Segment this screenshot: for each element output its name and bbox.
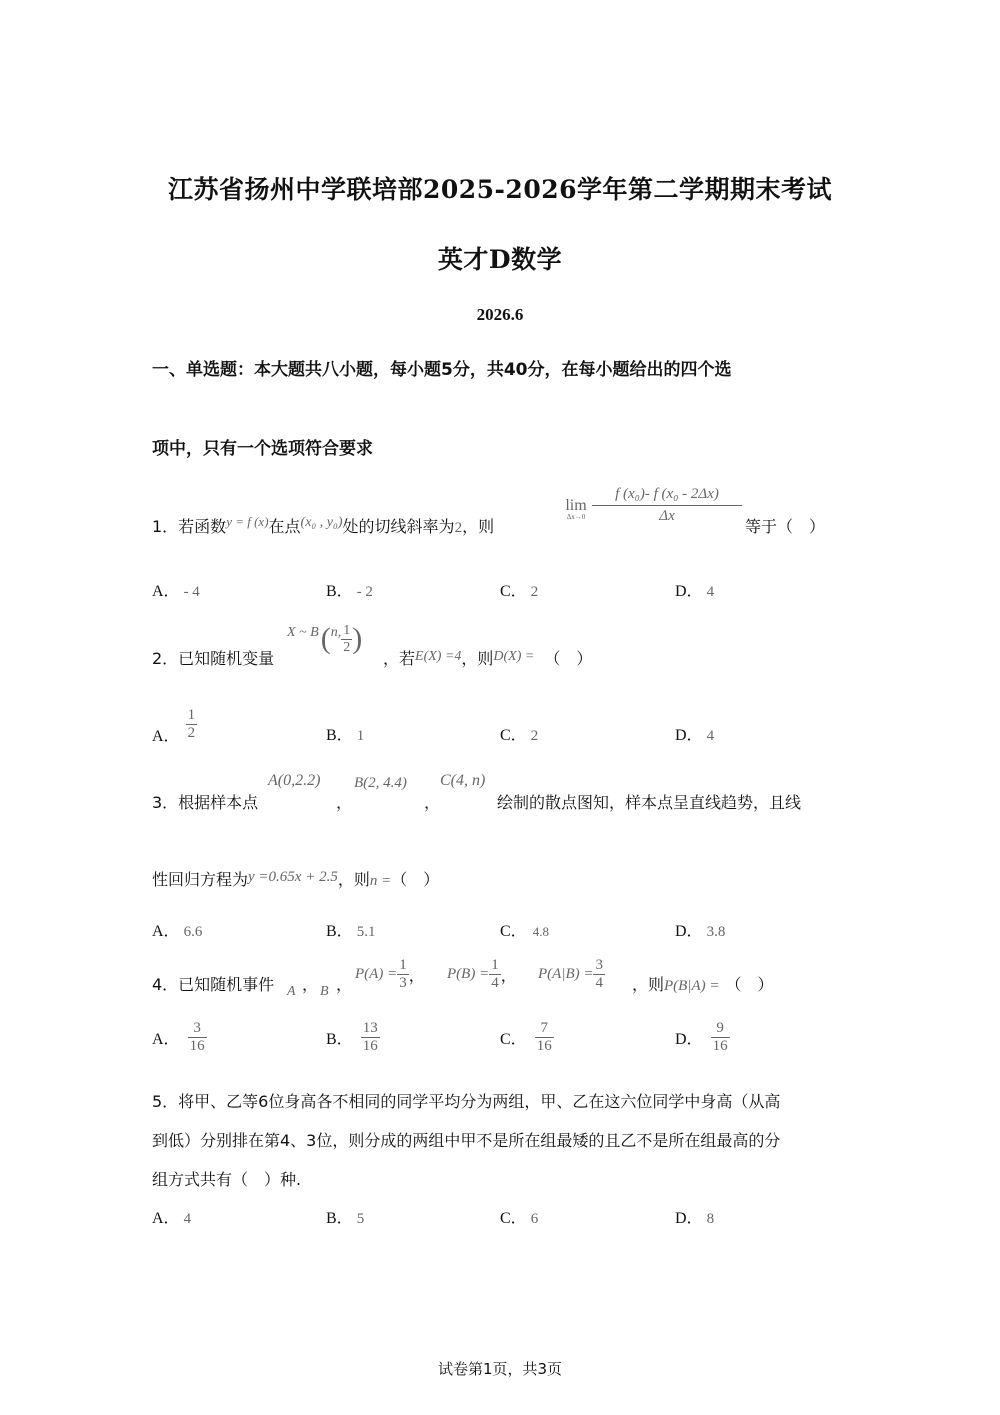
q2-rest [383,646,592,669]
q4-prob-b: P(B) = $\frac{1}{4}$ ， [447,957,517,991]
q2-stem-b: ，若 [383,649,416,668]
q5-line3: 组方式共有（ ）种. [152,1170,302,1189]
q1-limit [563,497,589,521]
page-footer: 试卷第1页，共3页 [437,1360,563,1378]
q2-stem-d: （ ） [544,649,593,668]
q4-event-b: B [320,984,329,999]
q4-sep2: ， [336,975,353,994]
q1-fraction [592,486,742,525]
q3-point-c: C(4, n) [440,772,486,789]
q5-option-c: C． 6 [500,1210,539,1227]
q3-stem-b: 绘制的散点图知，样本点呈直线趋势，且线 [497,793,802,812]
q1-stem-b: 在点 [268,517,301,536]
q1-stem-c: 处的切线斜率为 [342,517,455,536]
q3-n-eq: n = [369,873,392,889]
q3-equation: y =0.65x + 2.5 [248,869,338,885]
q5-option-b: B． 5 [326,1210,365,1227]
q3-stem-e: （ ） [391,870,440,889]
q4-stem-b: ，则 [632,975,665,994]
q4-option-c: C． $\frac{7}{16}$ [500,1020,552,1054]
q4-option-d: D． $\frac{9}{16}$ [675,1020,728,1054]
q3-stem-c: 性回归方程为 [152,870,249,889]
q3-sep2: ， [424,793,441,812]
exam-title: 江苏省扬州中学联培部2025-2026学年第二学期期末考试 [167,175,833,204]
q1-slope: 2 [454,520,463,536]
section-heading-line1: 一、单选题：本大题共八小题，每小题5分，共40分，在每小题给出的四个选 [152,360,732,380]
q1-stem-a: 1．若函数 [152,517,227,536]
q4-option-a: A． $\frac{3}{16}$ [152,1020,205,1054]
q1-option-c: C． 2 [500,583,539,600]
q1-lim-sub: Δx→0 [566,513,586,521]
q1-frac-numerator: f (x₀)- f (x₀ - 2Δx) [615,486,719,502]
q3-stem-d: ，则 [337,870,370,889]
q5-line1: 5．将甲、乙等6位身高各不相同的同学平均分为两组，甲、乙在这六位同学中身高（从高 [152,1092,781,1111]
q2-stem-a: 2．已知随机变量 [152,649,275,668]
q3-stem-a: 3．根据样本点 [152,793,259,812]
exam-subtitle: 英才D数学 [437,245,563,274]
q1-func: y = f (x) [226,514,269,529]
q5-line2: 到低）分别排在第4、3位，则分成的两组中甲不是所在组最矮的且乙不是所在组最高的分 [152,1131,781,1150]
q1-frac-denominator: Δx [659,508,675,524]
q4-stem-a: 4．已知随机事件 [152,975,275,994]
q4-rest [632,972,774,995]
question-1 [152,514,494,537]
q4-option-b: B． $\frac{13}{16}$ [326,1020,378,1054]
q4-prob-a-given-b: P(A|B) = $\frac{3}{4}$ [538,957,603,991]
q2-n: n, [330,625,342,640]
q3-option-c: C． 4.8 [500,923,549,940]
question-2 [152,646,274,669]
q2-option-a: A． $\frac{1}{2}$ [152,707,196,745]
q2-option-b: B． 1 [326,727,365,744]
q1-option-b: B． - 2 [326,583,373,600]
q1-lim: lim [565,497,587,514]
q2-option-c: C． 2 [500,727,539,744]
q3-sep1: ， [336,793,353,812]
q4-prob-a: P(A) = $\frac{1}{3}$ ， [355,957,425,991]
q2-expect: E(X) =4 [415,649,462,664]
q1-stem-e: 等于（ ） [745,517,826,536]
q2-half: $\frac{1}{2}$ [343,623,351,655]
q3-option-b: B． 5.1 [326,923,376,940]
q1-point: (x₀ , y₀) [300,515,343,530]
q5-option-d: D． 8 [675,1210,715,1227]
q3-point-b: B(2, 4.4) [354,775,407,791]
q4-stem-c: （ ） [725,975,774,994]
q2-distribution: X ~ B ( n, $\frac{1}{2}$ ) [287,622,363,655]
q1-option-a: A． - 4 [152,583,200,600]
q2-option-d: D． 4 [675,727,715,744]
q3-option-a: A． 6.6 [152,923,203,940]
q2-variance: D(X) = [493,649,535,664]
q3-point-a: A(0,2.2) [268,772,321,789]
question-3-line2 [152,867,439,890]
q2-dist: X ~ B [287,625,319,640]
q2-stem-c: ，则 [461,649,494,668]
exam-date: 2026.6 [476,305,524,324]
q1-stem-d: ，则 [462,517,495,536]
q4-sep1: ， [302,975,319,994]
q1-option-d: D． 4 [675,583,715,600]
q5-option-a: A． 4 [152,1210,192,1227]
q4-prob-b-given-a: P(B|A) = [664,978,720,994]
q4-event-a: A [287,984,296,999]
section-heading-line2: 项中，只有一个选项符合要求 [152,439,373,459]
q3-option-d: D． 3.8 [675,923,726,940]
